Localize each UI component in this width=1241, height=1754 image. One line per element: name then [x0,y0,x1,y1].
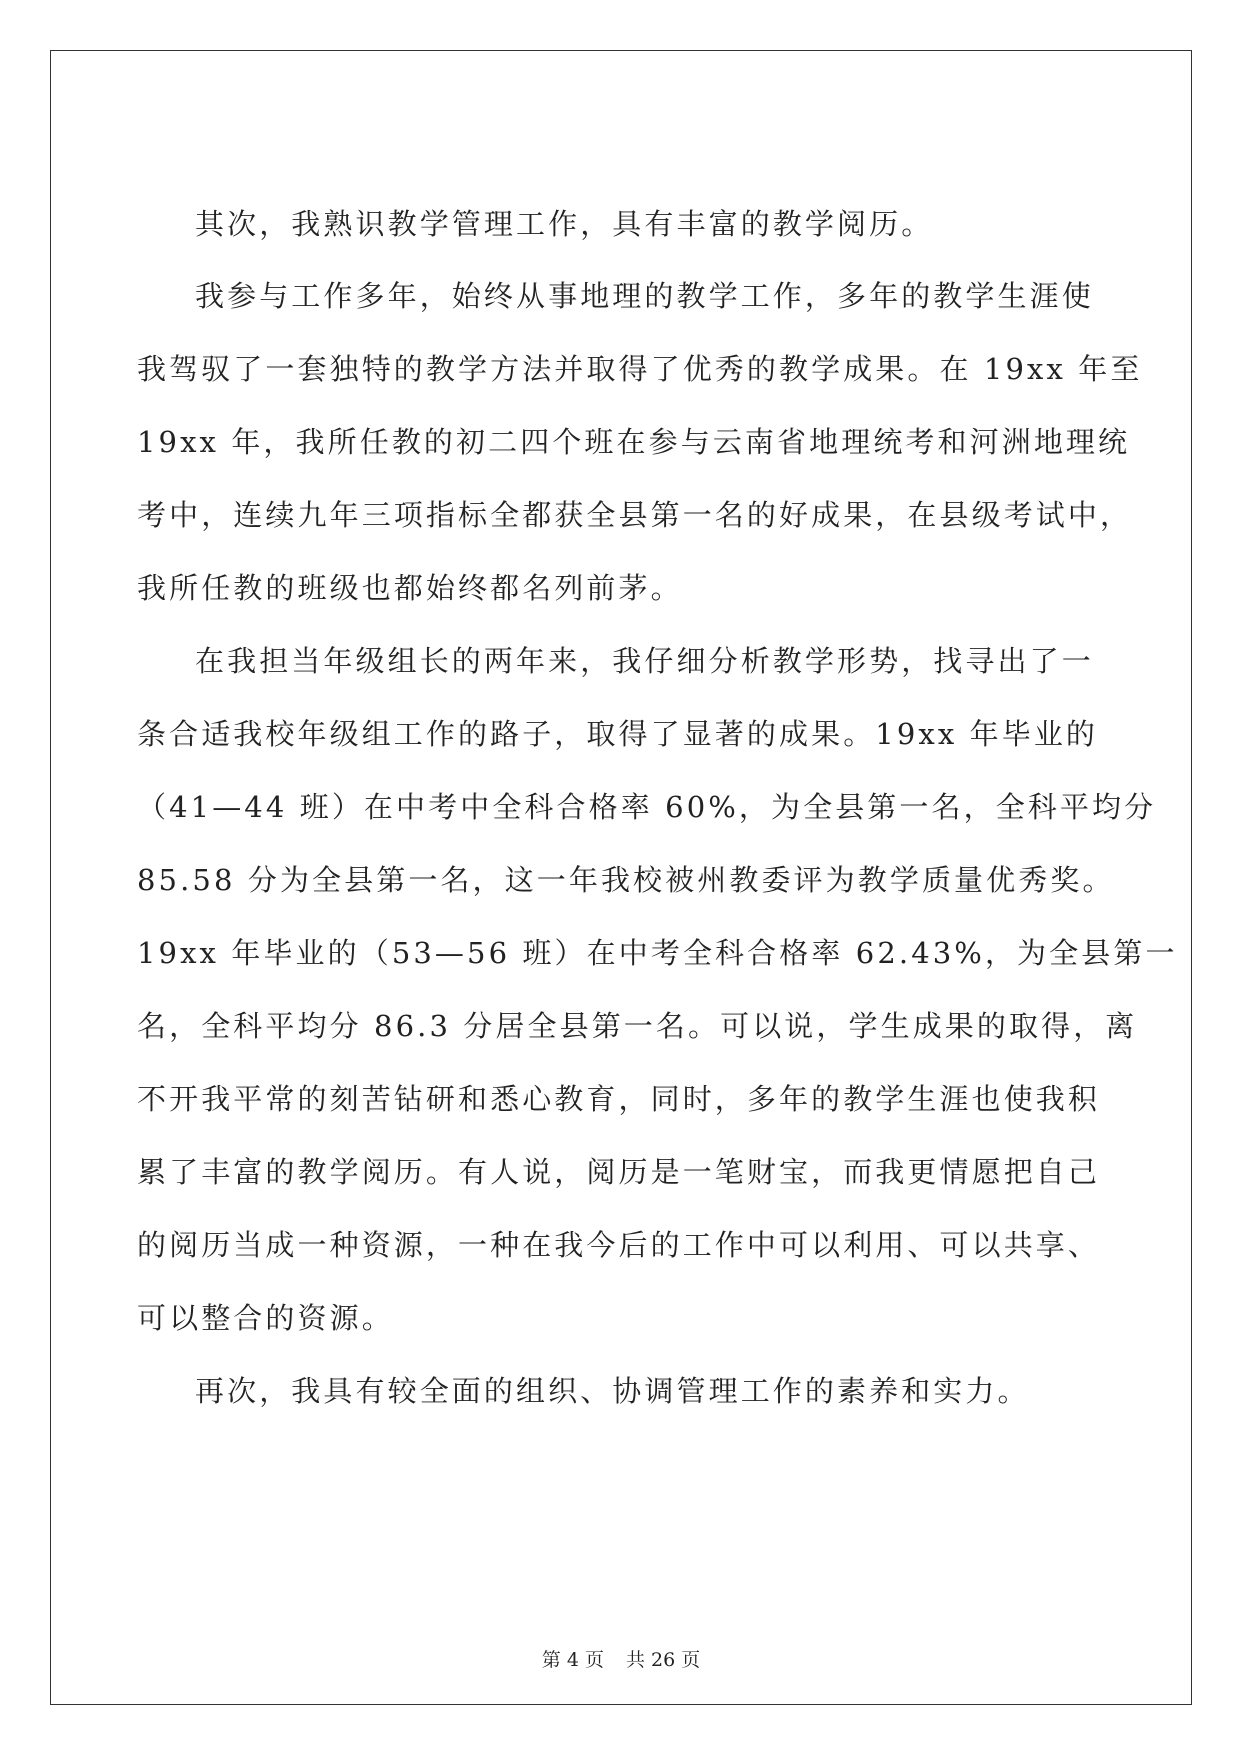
current-page-number: 第 4 页 [541,1649,604,1671]
paragraph-line: 名，全科平均分 86.3 分居全县第一名。可以说，学生成果的取得，离 [137,1009,1138,1043]
paragraph-line: 在我担当年级组长的两年来，我仔细分析教学形势，找寻出了一 [195,644,1094,678]
paragraph-line: 的阅历当成一种资源，一种在我今后的工作中可以利用、可以共享、 [137,1228,1101,1262]
paragraph-line: 考中，连续九年三项指标全都获全县第一名的好成果，在县级考试中， [137,498,1133,532]
paragraph-line: 累了丰富的教学阅历。有人说，阅历是一笔财宝，而我更情愿把自己 [137,1155,1101,1189]
paragraph-line: 我所任教的班级也都始终都名列前茅。 [137,571,683,605]
paragraph-line: 再次，我具有较全面的组织、协调管理工作的素养和实力。 [195,1374,1030,1408]
paragraph-line: 可以整合的资源。 [137,1301,394,1335]
paragraph-line: 条合适我校年级组工作的路子，取得了显著的成果。19xx 年毕业的 [137,717,1099,751]
paragraph-line: 不开我平常的刻苦钻研和悉心教育，同时，多年的教学生涯也使我积 [137,1082,1101,1116]
paragraph-line: 我驾驭了一套独特的教学方法并取得了优秀的教学成果。在 19xx 年至 [137,352,1143,386]
page-frame [50,50,1192,1705]
paragraph-line: 85.58 分为全县第一名，这一年我校被州教委评为教学质量优秀奖。 [137,863,1115,897]
page-footer [51,1645,1191,1672]
paragraph-line: （41—44 班）在中考中全科合格率 60%，为全县第一名，全科平均分 [137,790,1157,824]
paragraph-line: 其次，我熟识教学管理工作，具有丰富的教学阅历。 [195,207,934,241]
paragraph-line: 19xx 年毕业的（53—56 班）在中考全科合格率 62.43%，为全县第一 [137,936,1178,970]
total-page-count: 共 26 页 [625,1649,701,1671]
paragraph-line: 我参与工作多年，始终从事地理的教学工作，多年的教学生涯使 [195,279,1094,313]
paragraph-line: 19xx 年，我所任教的初二四个班在参与云南省地理统考和河洲地理统 [137,425,1131,459]
